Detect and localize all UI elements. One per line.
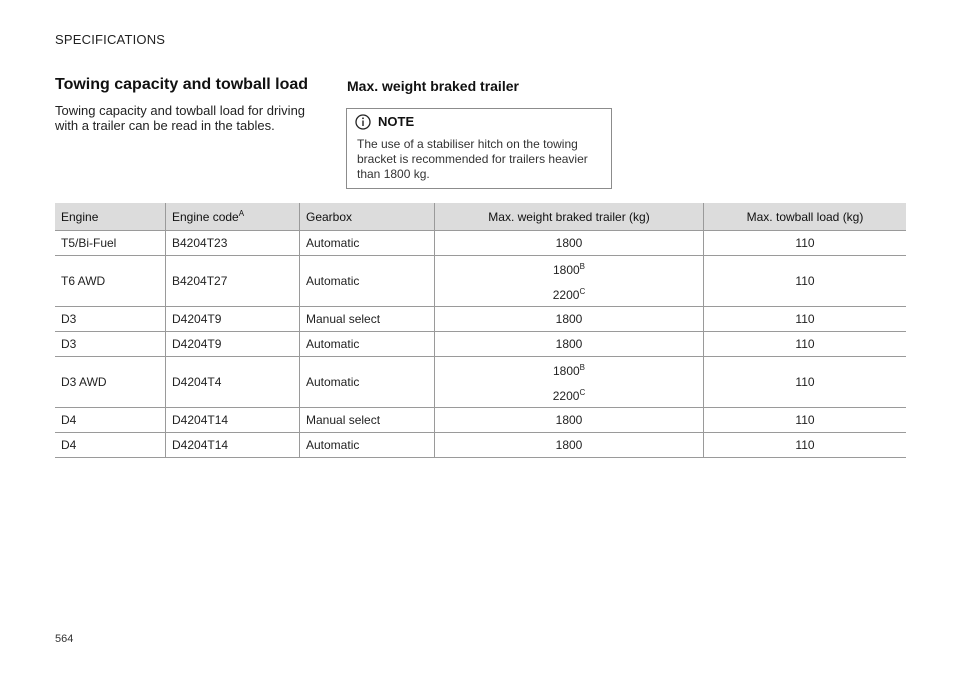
header-engine: Engine	[55, 203, 166, 231]
cell-max-weight: 1800	[435, 231, 704, 256]
cell-engine: T5/Bi-Fuel	[55, 231, 166, 256]
cell-engine: D3	[55, 332, 166, 357]
cell-max-towball: 110	[704, 357, 907, 408]
cell-gearbox: Automatic	[300, 433, 435, 458]
cell-gearbox: Manual select	[300, 307, 435, 332]
cell-engine-code: B4204T23	[166, 231, 300, 256]
cell-engine-code: D4204T9	[166, 332, 300, 357]
cell-gearbox: Manual select	[300, 408, 435, 433]
cell-engine-code: B4204T27	[166, 256, 300, 307]
info-icon	[355, 114, 371, 130]
cell-engine-code: D4204T9	[166, 307, 300, 332]
cell-max-towball: 110	[704, 332, 907, 357]
table-row	[55, 307, 906, 332]
cell-max-weight: $1800^B$ $2200^C$	[435, 256, 704, 307]
cell-engine: D4	[55, 408, 166, 433]
page-title: Towing capacity and towball load	[55, 76, 309, 93]
cell-gearbox: Automatic	[300, 332, 435, 357]
cell-engine: D3	[55, 307, 166, 332]
table-row	[55, 332, 906, 357]
note-text: The use of a stabiliser hitch on the towing bracket is recommended for trailers heavier than 1800 kg.	[357, 137, 588, 181]
header-max-weight: Max. weight braked trailer (kg)	[435, 203, 704, 231]
cell-max-weight: 1800	[435, 332, 704, 357]
cell-engine: D3 AWD	[55, 357, 166, 408]
towing-table	[55, 203, 906, 458]
table-row	[55, 256, 906, 307]
cell-engine-code: D4204T14	[166, 433, 300, 458]
section-title: Max. weight braked trailer	[347, 78, 519, 94]
table-row	[55, 433, 906, 458]
cell-engine-code: D4204T14	[166, 408, 300, 433]
intro-text: Towing capacity and towball load for driving with a trailer can be read in the tables.	[55, 103, 306, 133]
note-title: NOTE	[378, 114, 415, 129]
section-header: SPECIFICATIONS	[55, 32, 166, 47]
table-row	[55, 231, 906, 256]
cell-max-weight: 1800	[435, 408, 704, 433]
cell-max-towball: 110	[704, 433, 907, 458]
page-number: 564	[55, 633, 74, 645]
table-header-row	[55, 203, 906, 231]
header-max-towball: Max. towball load (kg)	[704, 203, 907, 231]
note-box	[346, 108, 612, 189]
table-row	[55, 408, 906, 433]
cell-engine-code: D4204T4	[166, 357, 300, 408]
table-row	[55, 357, 906, 408]
header-engine-code: Engine code$^A$	[166, 203, 300, 231]
cell-max-towball: 110	[704, 307, 907, 332]
cell-max-towball: 110	[704, 256, 907, 307]
cell-gearbox: Automatic	[300, 256, 435, 307]
cell-engine: T6 AWD	[55, 256, 166, 307]
cell-max-towball: 110	[704, 231, 907, 256]
cell-gearbox: Automatic	[300, 231, 435, 256]
cell-max-towball: 110	[704, 408, 907, 433]
cell-max-weight: $1800^B$ $2200^C$	[435, 357, 704, 408]
header-gearbox: Gearbox	[300, 203, 435, 231]
cell-engine: D4	[55, 433, 166, 458]
cell-max-weight: 1800	[435, 433, 704, 458]
cell-gearbox: Automatic	[300, 357, 435, 408]
cell-max-weight: 1800	[435, 307, 704, 332]
